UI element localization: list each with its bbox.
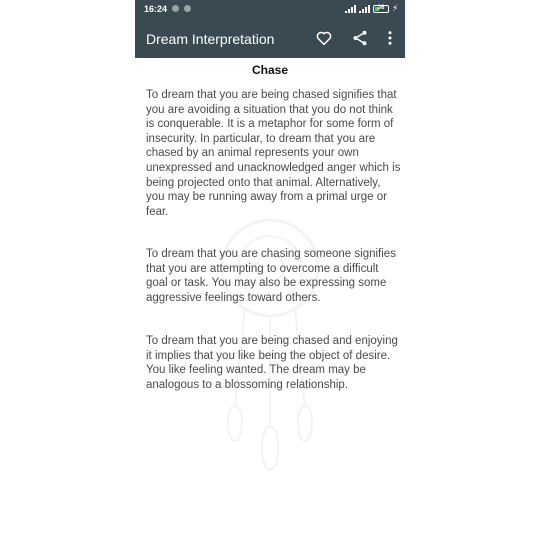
app-bar <box>135 19 405 58</box>
article-paragraph: To dream that you are chasing someone signifies that you are attempting to overcome a difficult goal or task. You may also be expressing some aggressive feelings toward others. <box>146 248 396 304</box>
status-time: 16:24 <box>144 4 168 14</box>
heart-outline-icon[interactable] <box>315 29 333 47</box>
article-content <box>135 58 405 540</box>
notification-icon <box>172 5 179 12</box>
signal-icon <box>359 5 371 13</box>
article-paragraph: To dream that you are being chased signifies that you are avoiding a situation that you do not think is conquerable. It is a metaphor for some form of insecurity. In particular, to dream that you are chased by an animal represents your own unexpressed and unacknowledged anger which is being projected onto that animal. Alternatively, you may be running away from a primal urge or fear. <box>146 89 401 218</box>
charging-icon: ⚡ <box>392 3 399 13</box>
status-bar <box>135 0 405 19</box>
battery-level: 36 <box>377 5 385 11</box>
article-heading: Chase <box>251 63 289 77</box>
share-icon[interactable] <box>351 29 369 47</box>
phone-screen <box>135 0 405 540</box>
article-paragraph: To dream that you are being chased and enjoying it implies that you like being the object of desire. You like feeling wanted. The dream may be analogous to a blossoming relationship. <box>146 335 398 391</box>
more-vertical-icon[interactable] <box>381 29 399 47</box>
battery-icon <box>373 5 389 13</box>
app-title: Dream Interpretation <box>146 31 275 47</box>
signal-icon <box>345 5 357 13</box>
notification-icon <box>184 5 191 12</box>
